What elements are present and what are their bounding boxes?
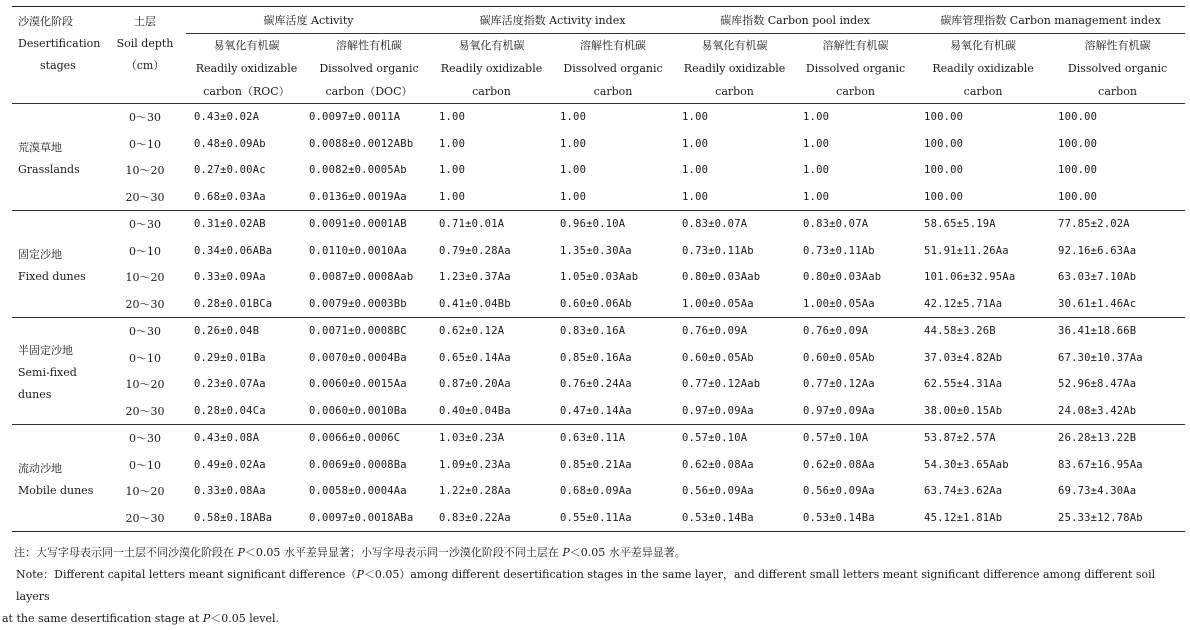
value-cell: 67.30±10.37Aa [1058,351,1143,364]
stage-header [12,7,104,104]
value-cell: 0.80±0.03Aab [803,271,882,284]
depth-cell: 0～10 [129,137,161,151]
table-row [12,238,1185,265]
value-cell: 0.57±0.10A [803,432,869,445]
value-cell: 52.96±8.47Aa [1058,378,1137,391]
sub-header-en1: Dissolved organic [1067,62,1168,75]
depth-cell: 10～20 [125,164,165,178]
value-cell: 36.41±18.66B [1058,325,1137,338]
depth-cell: 0～30 [129,325,161,339]
value-cell: 0.29±0.01Ba [194,351,266,364]
table-row [12,104,1185,131]
value-cell: 1.00 [439,164,466,177]
value-cell: 0.33±0.08Aa [194,485,266,498]
depth-cell: 20～30 [125,404,165,418]
depth-cell: 20～30 [125,190,165,204]
value-cell: 0.0060±0.0010Ba [309,404,407,417]
value-cell: 0.0097±0.0011A [309,111,401,124]
value-cell: 0.43±0.08A [194,432,260,445]
table-notes [2,542,1186,630]
group-header-activity-index: 碳库活度指数 Activity index [431,7,674,34]
value-cell: 0.0070±0.0004Ba [309,351,407,364]
value-cell: 26.28±13.22B [1058,432,1137,445]
value-cell: 24.08±3.42Ab [1058,404,1137,417]
value-cell: 0.60±0.06Ab [560,297,632,310]
table-row [12,211,1185,238]
header-group-row [12,7,1185,34]
sub-header-zh: 溶解性有机碳 [822,39,889,52]
sub-header-zh: 溶解性有机碳 [1084,39,1151,52]
value-cell: 0.76±0.09A [682,325,748,338]
value-cell: 0.0088±0.0012ABb [309,137,414,150]
value-cell: 0.55±0.11Aa [560,511,632,524]
depth-cell: 0～10 [129,351,161,365]
value-cell: 1.00 [803,137,830,150]
value-cell: 25.33±12.78Ab [1058,511,1143,524]
stage-label-en1: Mobile dunes [18,484,94,497]
depth-cell: 0～30 [129,432,161,446]
depth-header [104,7,186,104]
value-cell: 0.47±0.14Aa [560,404,632,417]
stage-label-zh: 半固定沙地 [18,344,73,357]
value-cell: 100.00 [1058,190,1098,203]
value-cell: 58.65±5.19A [924,218,996,231]
value-cell: 1.00 [682,164,709,177]
value-cell: 30.61±1.46Ac [1058,297,1137,310]
value-cell: 0.0058±0.0004Aa [309,485,407,498]
value-cell: 1.00 [682,111,709,124]
table-row [12,425,1185,452]
sub-header-en1: Readily oxidizable [683,62,786,75]
value-cell: 0.71±0.01A [439,218,505,231]
depth-cell: 0～10 [129,244,161,258]
note-zh-part2: ＜0.05 水平差异显著；小写字母表示同一沙漠化阶段不同土层在 [244,546,563,559]
table-row [12,478,1185,505]
value-cell: 1.00 [682,137,709,150]
value-cell: 83.67±16.95Aa [1058,458,1143,471]
value-cell: 0.48±0.09Ab [194,137,266,150]
stage-label [12,318,104,425]
value-cell: 0.33±0.09Aa [194,271,266,284]
sub-header-4 [674,34,795,104]
value-cell: 0.62±0.12A [439,325,505,338]
value-cell: 0.68±0.03Aa [194,190,266,203]
note-zh-part1: 注：大写字母表示同一土层不同沙漠化阶段在 [14,546,238,559]
value-cell: 0.77±0.12Aa [803,378,875,391]
value-cell: 0.43±0.02A [194,111,260,124]
value-cell: 1.09±0.23Aa [439,458,511,471]
value-cell: 1.00 [803,164,830,177]
sub-header-zh: 易氧化有机碳 [458,39,525,52]
value-cell: 44.58±3.26B [924,325,996,338]
table-row [12,345,1185,372]
table-row [12,505,1185,532]
value-cell: 0.58±0.18ABa [194,511,273,524]
group-header-carbon-pool-index: 碳库指数 Carbon pool index [674,7,916,34]
stage-label-en1: Fixed dunes [18,270,86,283]
value-cell: 0.73±0.11Ab [682,244,754,257]
depth-header-unit: （cm） [125,59,165,72]
value-cell: 1.05±0.03Aab [560,271,639,284]
table-row [12,291,1185,318]
table-row [12,452,1185,479]
value-cell: 0.56±0.09Aa [803,485,875,498]
table-row [12,131,1185,158]
value-cell: 1.00 [560,190,587,203]
sub-header-en1: Dissolved organic [319,62,419,75]
sub-header-3 [552,34,674,104]
value-cell: 0.62±0.08Aa [803,458,875,471]
depth-cell: 20～30 [125,511,165,525]
stage-label-zh: 流动沙地 [18,462,62,475]
table-row [12,398,1185,425]
value-cell: 0.60±0.05Ab [682,351,754,364]
sub-header-en1: Readily oxidizable [932,62,1034,75]
value-cell: 1.22±0.28Aa [439,485,511,498]
value-cell: 0.0110±0.0010Aa [309,244,407,257]
value-cell: 0.63±0.11A [560,432,626,445]
value-cell: 0.0082±0.0005Ab [309,164,407,177]
sub-header-5 [795,34,916,104]
value-cell: 53.87±2.57A [924,432,996,445]
value-cell: 0.68±0.09Aa [560,485,632,498]
value-cell: 0.80±0.03Aab [682,271,761,284]
value-cell: 0.26±0.04B [194,325,260,338]
stage-header-en2: stages [40,59,76,72]
value-cell: 100.00 [1058,137,1098,150]
value-cell: 62.55±4.31Aa [924,378,1003,391]
table-row [12,157,1185,184]
sub-header-7 [1050,34,1185,104]
value-cell: 0.41±0.04Bb [439,297,511,310]
note-zh [14,542,1186,564]
value-cell: 0.60±0.05Ab [803,351,875,364]
value-cell: 101.06±32.95Aa [924,271,1016,284]
value-cell: 1.00 [439,111,466,124]
value-cell: 0.0079±0.0003Bb [309,297,407,310]
sub-header-zh: 易氧化有机碳 [950,39,1017,52]
value-cell: 1.00 [560,111,587,124]
value-cell: 0.53±0.14Ba [682,511,754,524]
value-cell: 77.85±2.02A [1058,218,1130,231]
value-cell: 0.83±0.22Aa [439,511,511,524]
note-en-cont [2,608,1186,630]
note-en [14,564,1186,608]
sub-header-en1: Readily oxidizable [195,62,298,75]
sub-header-en1: Readily oxidizable [440,62,543,75]
value-cell: 1.35±0.30Aa [560,244,632,257]
stage-label-zh: 荒漠草地 [18,141,62,154]
group-header-activity: 碳库活度 Activity [186,7,431,34]
table-row [12,264,1185,291]
value-cell: 1.23±0.37Aa [439,271,511,284]
sub-header-en2: carbon [593,85,633,98]
stage-header-zh: 沙漠化阶段 [18,15,73,28]
sub-header-en1: Dissolved organic [805,62,906,75]
value-cell: 0.83±0.07A [803,218,869,231]
stage-label [12,425,104,532]
sub-header-en2: carbon [1098,85,1137,98]
table-row [12,318,1185,345]
note-en-part1: Note：Different capital letters meant significant difference（ [16,568,357,581]
carbon-index-table [12,6,1185,532]
value-cell: 0.62±0.08Aa [682,458,754,471]
value-cell: 0.28±0.04Ca [194,404,266,417]
sub-header-en2: carbon（ROC） [203,85,290,98]
stage-label [12,211,104,318]
value-cell: 0.77±0.12Aab [682,378,761,391]
sub-header-zh: 溶解性有机碳 [336,39,402,52]
value-cell: 69.73±4.30Aa [1058,485,1137,498]
table-row [12,371,1185,398]
note-en-p1: P [356,568,364,581]
value-cell: 0.97±0.09Aa [682,404,754,417]
value-cell: 0.0071±0.0008BC [309,325,407,338]
sub-header-en2: carbon（DOC） [325,85,413,98]
value-cell: 0.40±0.04Ba [439,404,511,417]
sub-header-0 [186,34,307,104]
value-cell: 0.83±0.16A [560,325,626,338]
depth-cell: 20～30 [125,297,165,311]
sub-header-en2: carbon [472,85,511,98]
note-en-p2: P [202,612,211,625]
value-cell: 1.00±0.05Aa [682,297,754,310]
sub-header-en1: Dissolved organic [563,62,663,75]
depth-cell: 10～20 [125,378,165,392]
sub-header-1 [307,34,431,104]
value-cell: 0.49±0.02Aa [194,458,266,471]
depth-cell: 0～30 [129,218,161,232]
value-cell: 63.03±7.10Ab [1058,271,1137,284]
value-cell: 100.00 [924,111,964,124]
note-en-part4: ＜0.05 level. [210,612,280,625]
value-cell: 37.03±4.82Ab [924,351,1003,364]
value-cell: 0.0060±0.0015Aa [309,378,407,391]
stage-header-en: Desertification [18,37,101,50]
value-cell: 0.27±0.00Ac [194,164,266,177]
value-cell: 0.76±0.24Aa [560,378,632,391]
value-cell: 0.79±0.28Aa [439,244,511,257]
sub-header-en2: carbon [836,85,875,98]
value-cell: 54.30±3.65Aab [924,458,1009,471]
value-cell: 0.31±0.02AB [194,218,266,231]
depth-cell: 0～10 [129,458,161,472]
value-cell: 1.00 [560,137,587,150]
group-header-carbon-management-index: 碳库管理指数 Carbon management index [916,7,1185,34]
value-cell: 45.12±1.81Ab [924,511,1003,524]
sub-header-zh: 易氧化有机碳 [213,39,280,52]
depth-cell: 10～20 [125,271,165,285]
value-cell: 1.00 [803,190,830,203]
value-cell: 1.00 [560,164,587,177]
value-cell: 0.73±0.11Ab [803,244,875,257]
value-cell: 1.00 [803,111,830,124]
value-cell: 1.00 [682,190,709,203]
header-sub-row [12,34,1185,104]
note-zh-part3: ＜0.05 水平差异显著。 [569,546,686,559]
value-cell: 0.28±0.01BCa [194,297,273,310]
sub-header-6 [916,34,1050,104]
value-cell: 0.0091±0.0001AB [309,218,407,231]
value-cell: 0.0069±0.0008Ba [309,458,407,471]
value-cell: 51.91±11.26Aa [924,244,1009,257]
depth-header-en: Soil depth [116,37,174,50]
depth-cell: 10～20 [125,485,165,499]
sub-header-zh: 溶解性有机碳 [580,39,647,52]
value-cell: 0.34±0.06ABa [194,244,273,257]
sub-header-zh: 易氧化有机碳 [701,39,768,52]
value-cell: 1.03±0.23A [439,432,505,445]
value-cell: 38.00±0.15Ab [924,404,1003,417]
value-cell: 63.74±3.62Aa [924,485,1003,498]
value-cell: 0.0087±0.0008Aab [309,271,414,284]
stage-label [12,104,104,211]
note-zh-p1: P [237,546,245,559]
note-zh-p2: P [562,546,570,559]
value-cell: 0.85±0.16Aa [560,351,632,364]
stage-label-en2: dunes [18,388,52,401]
value-cell: 0.96±0.10A [560,218,626,231]
value-cell: 0.53±0.14Ba [803,511,875,524]
value-cell: 100.00 [924,137,964,150]
value-cell: 0.0097±0.0018ABa [309,511,414,524]
sub-header-en2: carbon [715,85,754,98]
depth-header-zh: 土层 [134,15,156,28]
value-cell: 0.85±0.21Aa [560,458,632,471]
value-cell: 0.57±0.10A [682,432,748,445]
sub-header-2 [431,34,552,104]
value-cell: 0.87±0.20Aa [439,378,511,391]
table-row [12,184,1185,211]
note-en-part2: ＜0.05）among different desertification stages in the same layer，and different small letters meant significant difference among different soil layers [16,568,1156,603]
value-cell: 100.00 [1058,164,1098,177]
value-cell: 42.12±5.71Aa [924,297,1003,310]
value-cell: 100.00 [924,190,964,203]
stage-label-en1: Semi-fixed [18,366,77,379]
value-cell: 0.76±0.09A [803,325,869,338]
value-cell: 100.00 [924,164,964,177]
value-cell: 1.00 [439,137,466,150]
sub-header-en2: carbon [963,85,1003,98]
value-cell: 0.83±0.07A [682,218,748,231]
value-cell: 0.0066±0.0006C [309,432,401,445]
stage-label-zh: 固定沙地 [18,248,62,261]
table-body [12,104,1185,532]
value-cell: 0.97±0.09Aa [803,404,875,417]
value-cell: 0.56±0.09Aa [682,485,754,498]
note-en-part3: at the same desertification stage at [2,612,203,625]
value-cell: 100.00 [1058,111,1098,124]
depth-cell: 0～30 [129,111,161,125]
value-cell: 0.65±0.14Aa [439,351,511,364]
value-cell: 0.23±0.07Aa [194,378,266,391]
value-cell: 92.16±6.63Aa [1058,244,1137,257]
value-cell: 1.00 [439,190,466,203]
stage-label-en1: Grasslands [18,163,80,176]
value-cell: 0.0136±0.0019Aa [309,190,407,203]
value-cell: 1.00±0.05Aa [803,297,875,310]
